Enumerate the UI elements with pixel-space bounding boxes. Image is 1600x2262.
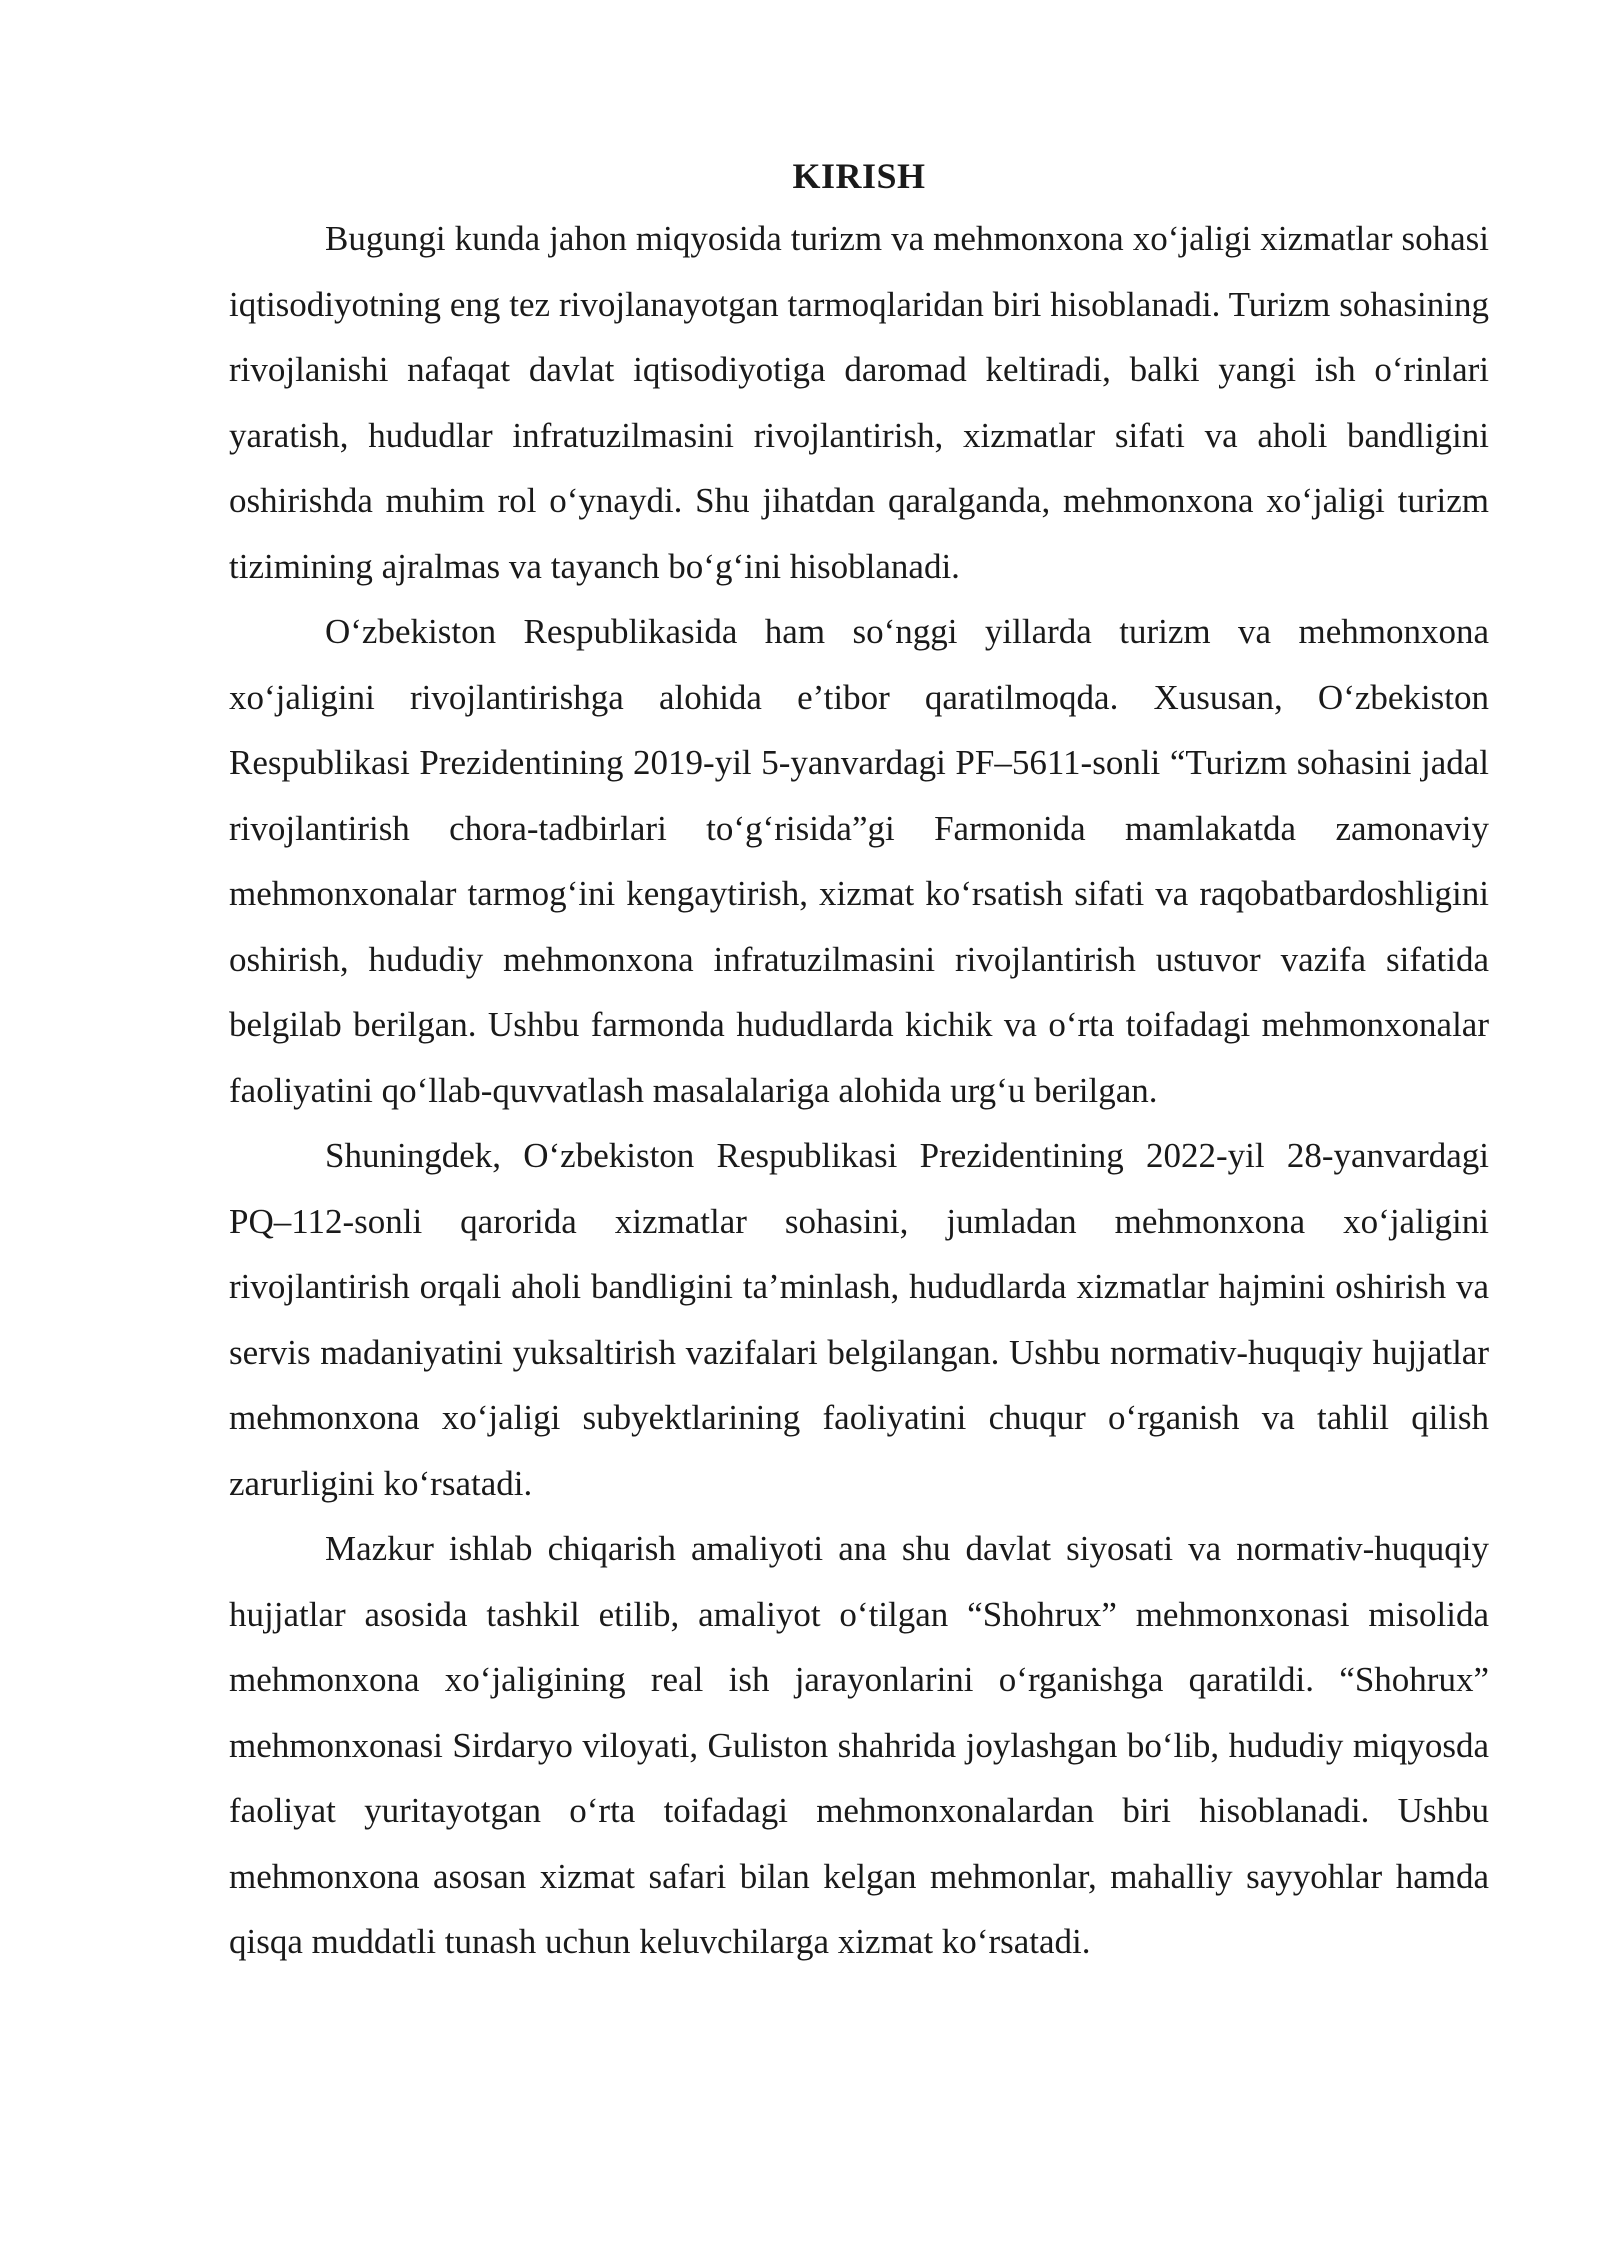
paragraph-intro-tourism: Bugungi kunda jahon miqyosida turizm va mehmonxona xo‘jaligi xizmatlar sohasi iqtisodiyotning eng tez rivojlanayotgan tarmoqlaridan biri hisoblanadi. Turizm sohasining rivojlanishi nafaqat davlat iqtisodiyotiga daromad keltiradi, balki yangi ish o‘rinlari yaratish, hududlar infratuzilmasini rivojlantirish, xizmatlar sifati va aholi bandligini oshirishda muhim rol o‘ynaydi. Shu jihatdan qaralganda, mehmonxona xo‘jaligi turizm tizimining ajralmas va tayanch bo‘g‘ini hisoblanadi. bbox=[229, 219, 1489, 586]
document-body bbox=[229, 150, 1489, 1975]
section-title: KIRISH bbox=[792, 156, 926, 196]
paragraph-shohrux-hotel: Mazkur ishlab chiqarish amaliyoti ana shu davlat siyosati va normativ-huquqiy hujjatlar asosida tashkil etilib, amaliyot o‘tilgan “Shohrux” mehmonxonasi misolida mehmonxona xo‘jaligining real ish jarayonlarini o‘rganishga qaratildi. “Shohrux” mehmonxonasi Sirdaryo viloyati, Guliston shahrida joylashgan bo‘lib, hududiy miqyosda faoliyat yuritayotgan o‘rta toifadagi mehmonxonalardan biri hisoblanadi. Ushbu mehmonxona asosan xizmat safari bilan kelgan mehmonlar, mahalliy sayyohlar hamda qisqa muddatli tunash uchun keluvchilarga xizmat ko‘rsatadi. bbox=[229, 1529, 1489, 1961]
paragraph-uzbekistan-decree: O‘zbekiston Respublikasida ham so‘nggi yillarda turizm va mehmonxona xo‘jaligini rivojlantirishga alohida e’tibor qaratilmoqda. Xususan, O‘zbekiston Respublikasi Prezidentining 2019-yil 5-yanvardagi PF–5611-sonli “Turizm sohasini jadal rivojlantirish chora-tadbirlari to‘g‘risida”gi Farmonida mamlakatda zamonaviy mehmonxonalar tarmog‘ini kengaytirish, xizmat ko‘rsatish sifati va raqobatbardoshligini oshirish, hududiy mehmonxona infratuzilmasini rivojlantirish ustuvor vazifa sifatida belgilab berilgan. Ushbu farmonda hududlarda kichik va o‘rta toifadagi mehmonxonalar faoliyatini qo‘llab-quvvatlash masalalariga alohida urg‘u berilgan. bbox=[229, 612, 1489, 1110]
paragraph-resolution: Shuningdek, O‘zbekiston Respublikasi Prezidentining 2022-yil 28-yanvardagi PQ–112-sonli qarorida xizmatlar sohasini, jumladan mehmonxona xo‘jaligini rivojlantirish orqali aholi bandligini ta’minlash, hududlarda xizmatlar hajmini oshirish va servis madaniyatini yuksaltirish vazifalari belgilangan. Ushbu normativ-huquqiy hujjatlar mehmonxona xo‘jaligi subyektlarining faoliyatini chuqur o‘rganish va tahlil qilish zarurligini ko‘rsatadi. bbox=[229, 1136, 1489, 1503]
